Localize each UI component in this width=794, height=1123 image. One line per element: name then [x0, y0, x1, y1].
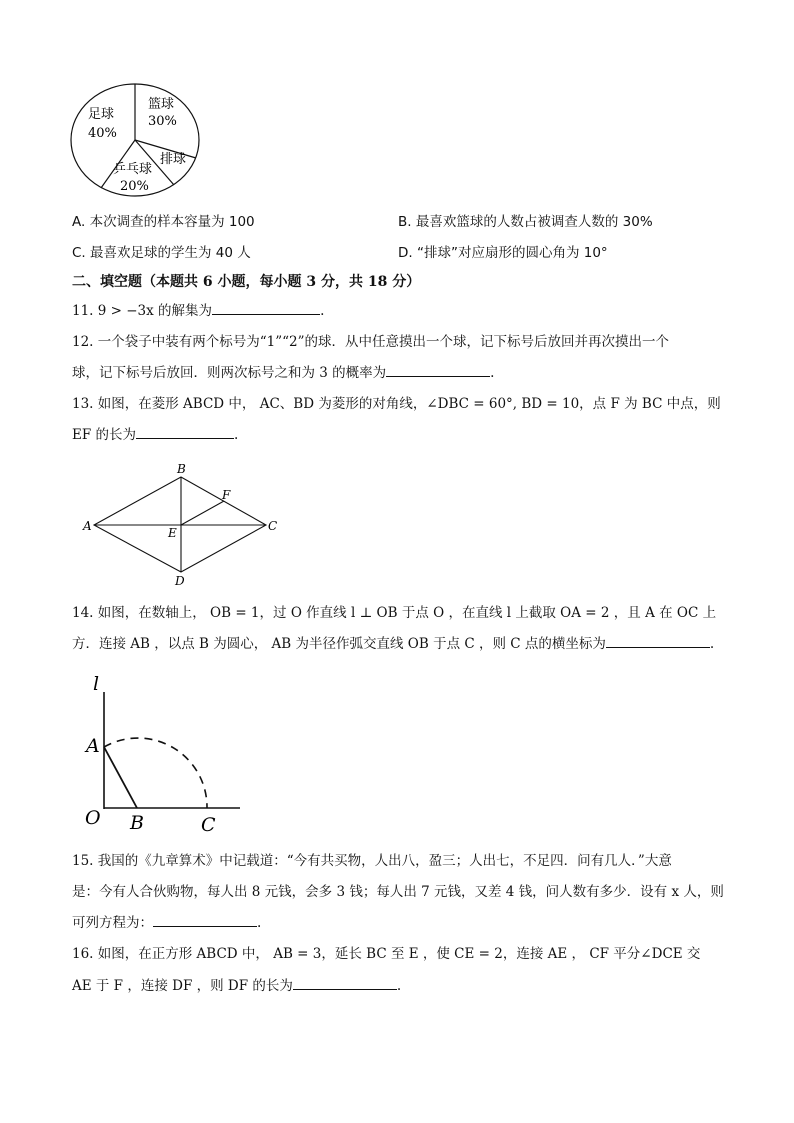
pie-pct-football: 40%: [88, 126, 117, 141]
end-mark: .: [490, 365, 495, 381]
section-heading: 二、填空题（本题共 6 小题，每小题 3 分，共 18 分）: [72, 274, 421, 290]
question-12: [72, 364, 494, 382]
pie-pct-pingpong: 20%: [120, 179, 149, 194]
end-mark: .: [320, 303, 325, 319]
point-label-c: C: [268, 519, 278, 533]
question-11-text: 11. 9 > −3x 的解集为: [72, 303, 213, 319]
answer-blank: [153, 914, 257, 927]
pie-label-pingpong: 乒乓球: [113, 162, 153, 177]
end-mark: .: [396, 978, 402, 994]
point-label-b: B: [130, 812, 144, 834]
end-mark: .: [234, 427, 239, 443]
point-label-f: F: [222, 488, 231, 502]
question-16-line2: AE 于 F ，连接 DF ，则 DF 的长为: [72, 978, 293, 994]
option-d: D. “排球”对应扇形的圆心角为 10°: [398, 245, 608, 261]
question-15: [72, 914, 261, 932]
question-13: [72, 426, 238, 444]
point-label-a: A: [86, 735, 100, 757]
answer-blank: [293, 977, 397, 990]
question-12-line1: 12. 一个袋子中装有两个标号为“1”“2”的球．从中任意摸出一个球，记下标号后放回并再次摸出一个: [72, 334, 670, 350]
point-label-a: A: [83, 519, 92, 533]
point-label-c: C: [201, 814, 216, 836]
question-14: [72, 635, 714, 653]
answer-blank: [136, 426, 234, 439]
point-label-d: D: [175, 574, 185, 588]
option-a: A. 本次调查的样本容量为 100: [72, 214, 255, 230]
rhombus-figure: [80, 460, 280, 590]
point-label-o: O: [85, 807, 101, 829]
question-14-line1: 14. 如图，在数轴上， OB = 1，过 O 作直线 l ⊥ OB 于点 O ，在直线 l 上截取 OA = 2 ，且 A 在 OC 上: [72, 605, 717, 621]
pie-chart: [68, 82, 203, 198]
pie-label-basketball: 篮球: [148, 97, 175, 112]
option-b: B. 最喜欢篮球的人数占被调查人数的 30%: [398, 214, 653, 230]
question-16-line1: 16. 如图，在正方形 ABCD 中， AB = 3，延长 BC 至 E ，使 CE = 2，连接 AE ， CF 平分∠DCE 交: [72, 946, 701, 962]
end-mark: .: [709, 636, 715, 652]
question-13-line1: 13. 如图，在菱形 ABCD 中， AC、BD 为菱形的对角线，∠DBC = 60°, BD = 10，点 F 为 BC 中点，则: [72, 396, 721, 412]
option-c: C. 最喜欢足球的学生为 40 人: [72, 245, 251, 261]
answer-blank: [386, 364, 490, 377]
pie-pct-basketball: 30%: [148, 114, 177, 129]
point-label-b: B: [177, 462, 186, 476]
question-11: [72, 302, 324, 320]
end-mark: .: [257, 915, 262, 931]
line-label-l: l: [93, 673, 100, 695]
question-16: [72, 977, 401, 995]
pie-label-football: 足球: [88, 107, 115, 122]
question-14-line2: 方．连接 AB ，以点 B 为圆心， AB 为半径作弧交直线 OB 于点 C ，则 C 点的横坐标为: [72, 636, 606, 652]
pie-label-volleyball: 排球: [160, 152, 187, 167]
answer-blank: [606, 635, 710, 648]
number-axis-figure: [82, 672, 252, 837]
point-label-e: E: [168, 526, 177, 540]
question-15-line1: 15. 我国的《九章算术》中记载道：“今有共买物，人出八，盈三；人出七，不足四．问有几人．”大意: [72, 853, 672, 869]
question-15-line3: 可列方程为：: [72, 915, 153, 931]
question-13-line2: EF 的长为: [72, 427, 137, 443]
question-15-line2: 是：今有人合伙购物，每人出 8 元钱，会多 3 钱；每人出 7 元钱，又差 4 钱，问人数有多少．设有 x 人，则: [72, 884, 724, 900]
question-12-line2: 球，记下标号后放回．则两次标号之和为 3 的概率为: [72, 365, 387, 381]
answer-blank: [212, 302, 320, 315]
